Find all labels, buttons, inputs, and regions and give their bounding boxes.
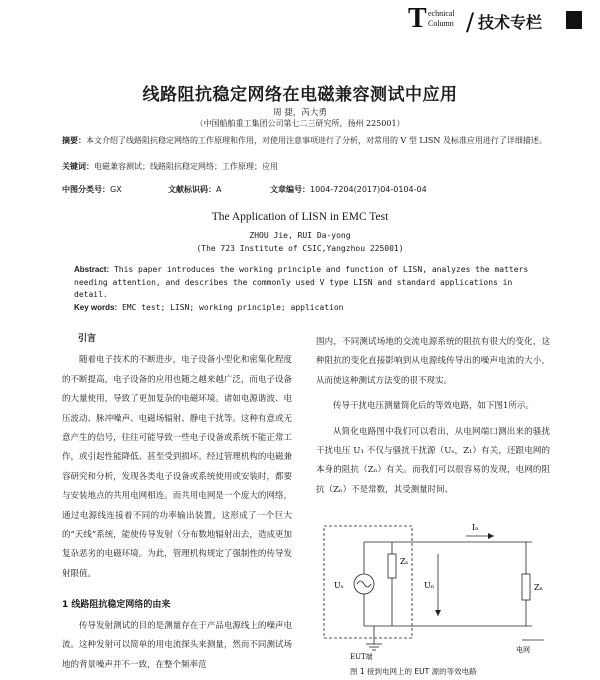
affiliation-en: (The 723 Institute of CSIC,Yangzhou 225001) [196, 244, 404, 253]
in-arrow-head [488, 533, 494, 539]
keywords-en-label: Key words: [74, 303, 118, 312]
abstract-cn-text: 本文介绍了线路阻抗稳定网络的工作原理和作用，对使用注意事项进行了分析，对常用的 V 型 LISN 及标准应用进行了详细描述。 [86, 136, 547, 145]
header-slash: / [466, 8, 475, 36]
section1-paragraph: 传导发射测试的目的是测量存在于产品电源线上的噪声电流。这种发射可以简单的用电流探头来测量，然而不同测试场地的背景噪声并不一致，在整个频率范 [62, 620, 292, 670]
article-no-label: 文章编号： [270, 185, 310, 194]
column-name: 技术专栏 [478, 13, 543, 32]
keywords-cn-label: 关键词： [62, 162, 94, 171]
abstract-en [74, 264, 544, 302]
figure-1-circuit [316, 514, 550, 664]
abstract-en-text: This paper introduces the working principle and function of LISN, analyzes the matters needing attention, and describes the commonly used V type LISN and standard applications in detail. [74, 265, 529, 299]
abstract-cn-label: 摘要： [62, 136, 86, 145]
label-in: Iₙ [472, 523, 479, 532]
paper-title-cn: 线路阻抗稳定网络在电磁兼容测试中应用 [142, 85, 458, 105]
right-column [316, 333, 550, 500]
zn-resistor [522, 574, 530, 600]
logo-letter: T [408, 3, 427, 34]
doc-code-value: A [216, 185, 222, 194]
zs-resistor [388, 554, 396, 578]
right-paragraph-1: 围内，不同测试场地的交流电源系统的阻抗有很大的变化，这种阻抗的变化直接影响到从电源线传导出的噪声电流的大小，从而使这种测试方法变的很不现实。 [316, 337, 550, 386]
logo-small-bottom: Column [428, 19, 454, 28]
section1-heading: 1 线路阻抗稳定网络的由来 [62, 600, 171, 611]
clc-label: 中图分类号： [62, 185, 110, 194]
keywords-en [74, 302, 544, 315]
label-grid: 电网 [516, 646, 530, 654]
keywords-cn-text: 电磁兼容测试；线路阻抗稳定网络；工作原理；应用 [94, 162, 278, 171]
figure-1-caption: 图 1 接到电网上的 EUT 源的等效电路 [350, 667, 477, 676]
paper-title-en: The Application of LISN in EMC Test [211, 211, 389, 223]
article-number [270, 184, 427, 195]
doc-code-label: 文献标识码： [168, 185, 216, 194]
abstract-cn [62, 134, 548, 147]
keywords-cn [62, 160, 548, 173]
label-zs: Zₛ [400, 557, 409, 566]
un-arrow-head [435, 610, 441, 616]
authors-en: ZHOU Jie, RUI Da-yong [249, 231, 351, 240]
header-black-block [566, 11, 582, 29]
intro-paragraph: 随着电子技术的不断进步，电子设备小型化和密集化程度的不断提高，电子设备的应用也随之越来越广泛，而电子设备的大量使用，导致了更加复杂的电磁环境。诸如电源谐波、电压波动、脉冲噪声、电磁场辐射、静电干扰等。这种有意或无意产生的信号，往往可能导致一些电子设备或系统不能正常工作，或引起性能降低、甚至受到损坏。经过管理机构的电磁兼容研究和分析，发现各类电子设备或系统使用或安装时，都要与安装地点的共用电网相连。而共用电网是一个庞大的网络，通过电源线连接着不同的功率输出装置，这形成了一个巨大的“天线”系统，能使传导发射（分布数地辐射出去，造成更加复杂恶劣的电磁环境。为此，管理机构规定了强制性的传导发射限值。 [62, 355, 292, 579]
left-column [62, 330, 292, 675]
affiliation-cn: （中国船舶重工集团公司第七二三研究所，扬州 225001） [195, 119, 405, 128]
label-un: Uₙ [424, 581, 435, 590]
right-paragraph-3: 从简化电路图中我们可以看出，从电网端口测出来的骚扰干扰电压 U₁ 不仅与骚扰干扰源（Uₛ，Z₁）有关，还跟电网的本身的阻抗（Zₙ）有关。而我们可以很容易的发现，电网的阻抗（Zₙ）不是常数，其受测量时间、 [316, 426, 550, 495]
clc-value: GX [110, 185, 122, 194]
article-no-value: 1004-7204(2017)04-0104-04 [310, 185, 427, 194]
label-eut: EUT端 [350, 653, 373, 661]
logo-small-top: echnical [428, 9, 455, 18]
document-code [168, 184, 221, 195]
abstract-en-label: Abstract: [74, 265, 110, 274]
label-zn: Zₙ [534, 583, 544, 592]
label-us: Uₛ [334, 581, 344, 590]
right-paragraph-2: 传导干扰电压测量简化后的等效电路，如下图1所示。 [333, 401, 534, 412]
authors-cn: 周 捷，芮大勇 [273, 108, 327, 118]
intro-heading: 引言 [78, 334, 97, 344]
clc-number [62, 184, 122, 195]
keywords-en-text: EMC test; LISN; working principle; application [117, 303, 344, 312]
